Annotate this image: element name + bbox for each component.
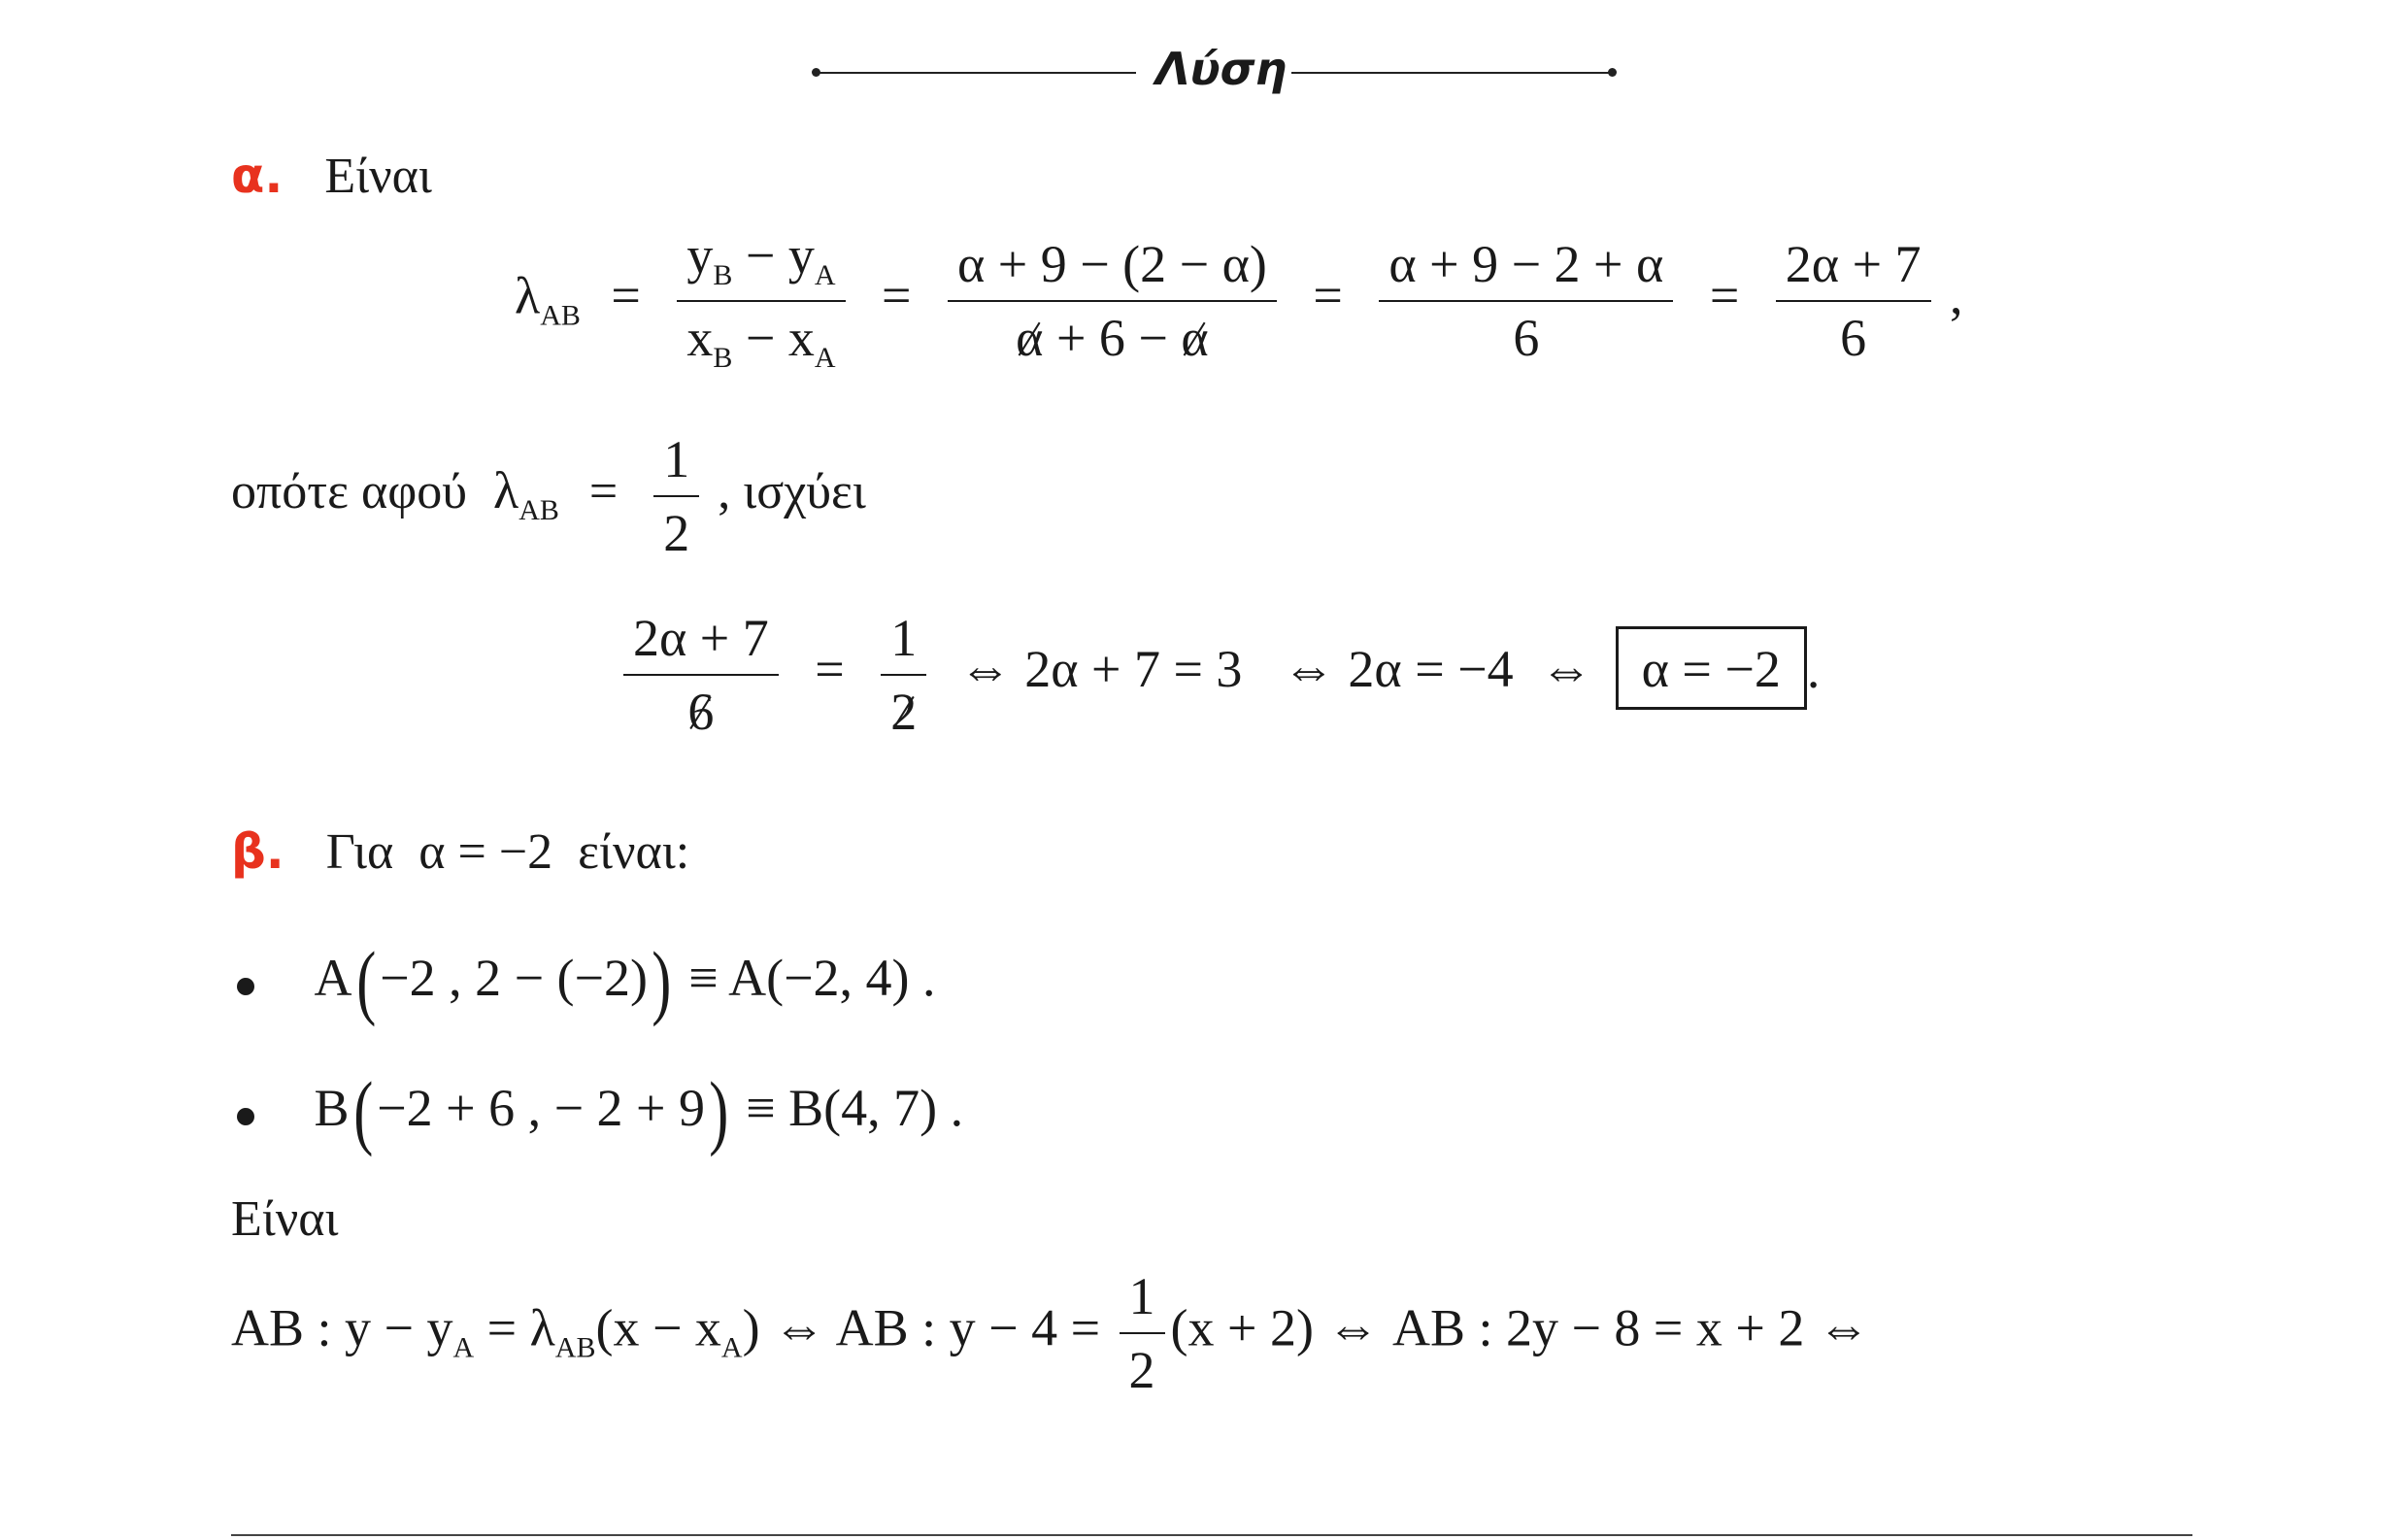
part-b-intro: Για α = −2 είναι: [325,824,690,880]
slope-lambda: λ [515,266,541,325]
answer-box: α = −2 [1616,626,1807,710]
line-equation-fraction: $\frac{1}{2}$ [1120,1270,1165,1396]
solve-fraction-right: $\frac{1}{2}$ [881,612,926,738]
cancelled-alpha: α [1181,309,1209,367]
cancelled-six: 6 [687,683,715,741]
slope-fraction-substituted: $\frac{\alpha + 9 - (2 - \alpha)}{\alpha + 6 - \alpha}$ [948,238,1277,364]
point-b-line: Β(−2 + 6 , − 2 + 9) ≡ Β(4, 7) . [237,1078,963,1145]
point-a-line: Α(−2 , 2 − (−2)) ≡ Α(−2, 4) . [237,948,936,1015]
header-rule-right-dot [1608,68,1617,77]
header-title: Λύση [1155,43,1288,95]
cancelled-two: 2 [890,683,918,741]
slope-fraction-definition: $\frac{y_B - y_A}{x_B - x_A}$ [677,229,845,373]
since-fraction: $\frac{1}{2}$ [653,433,699,559]
slope-fraction-simplified: $\frac{\alpha + 9 - 2 + \alpha}{6}$ [1379,238,1673,364]
slope-lambda-sub: ΑΒ [540,299,581,332]
part-b-label: β. [231,823,284,880]
bullet [237,1108,254,1125]
header-rule-left [816,72,1136,74]
part-a-heading [231,148,432,204]
cancelled-alpha: α [1016,309,1044,367]
part-a-label: α. [231,148,284,204]
part-b-heading [231,823,690,880]
bullet [237,978,254,995]
part-a-intro: Είναι [324,149,432,204]
footer-rule [231,1534,2192,1536]
solve-equation: $\frac{2\alpha + 7}{6}$ = $\frac{1}{2}$ ⇔ 2α + 7 = 3 ⇔ 2α = −4 ⇔ α = −2 . [618,612,1820,738]
since-line: οπότε αφού $\lambda_{AB}$ = $\frac{1}{2}$ , ισχύει [231,430,866,562]
solve-fraction-left: $\frac{2\alpha + 7}{6}$ [623,612,779,738]
part-b-intro2: Είναι [231,1191,339,1247]
slope-fraction-result: $\frac{2\alpha + 7}{6}$ [1776,238,1931,364]
slope-equation: $\lambda_{AB}$ = $\frac{y_B - y_A}{x_B - x_A}$ = $\frac{\alpha + 9 - (2 - \alpha)}{\alpha + 6 - \alpha}$ = $\frac{\alpha + 9 - 2 + \alpha}{6}$ = $\frac{2\alpha + 7}{6}$ , [515,226,1963,374]
header-rule-right [1291,72,1612,74]
line-equation: ΑΒ : $y - y_A = \lambda_{AB}(x - x_A)$ ⇔ ΑΒ : y − 4 = $\frac{1}{2}$ (x + 2) ⇔ ΑΒ : 2y − 8 = x + 2 ⇔ [231,1267,1870,1399]
